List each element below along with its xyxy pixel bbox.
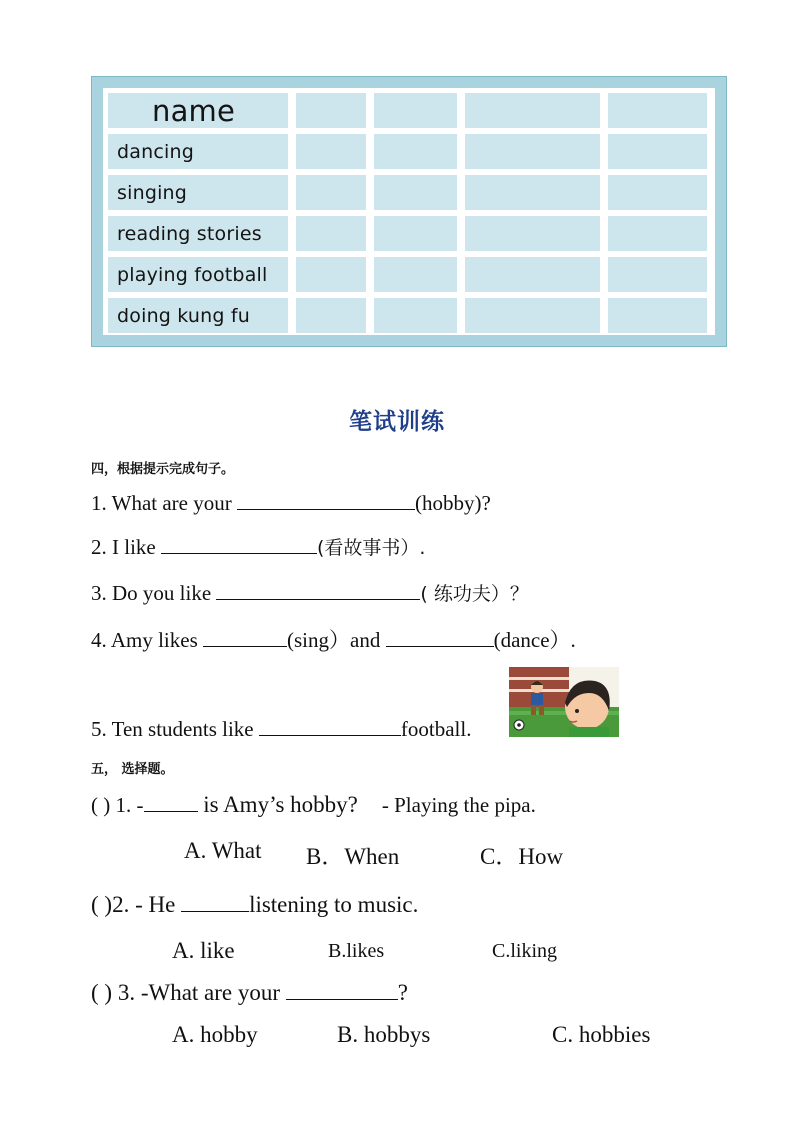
table-cell[interactable] — [296, 298, 366, 333]
option-b[interactable]: B．When — [306, 844, 400, 869]
football-kids-icon — [509, 667, 619, 737]
answer-paren[interactable]: ( ) — [91, 980, 113, 1005]
section-title: 笔试训练 — [349, 408, 445, 435]
part4-question-1 — [91, 488, 491, 516]
part5-question-2 — [91, 888, 418, 918]
question-text: 5. Ten students like — [91, 717, 259, 741]
table-cell[interactable] — [296, 216, 366, 251]
table-cell[interactable] — [465, 216, 600, 251]
question-hint: ( 练功夫）？ — [420, 583, 529, 605]
option-b[interactable]: B. hobbys — [337, 1022, 431, 1047]
table-cell[interactable] — [465, 93, 600, 128]
part4-heading: 四，根据提示完成句子。 — [91, 462, 235, 477]
option-c[interactable]: C.liking — [492, 940, 558, 962]
option-c[interactable]: C. hobbies — [552, 1022, 651, 1047]
question-text: ? — [397, 980, 408, 1005]
table-cell[interactable] — [608, 216, 707, 251]
table-header-name: name — [108, 93, 288, 128]
answer-paren[interactable]: ( ) — [91, 892, 113, 917]
question-text: 4. Amy likes — [91, 628, 204, 652]
table-cell[interactable] — [465, 257, 600, 292]
question-text: is Amy’s hobby? — [197, 792, 358, 817]
table-cell[interactable] — [608, 175, 707, 210]
table-cell[interactable] — [296, 175, 366, 210]
answer-blank[interactable] — [386, 625, 494, 647]
question-reply: - Playing the pipa. — [381, 793, 536, 817]
question-text: 2. - He — [112, 892, 182, 917]
part4-question-5 — [91, 714, 471, 742]
table-row-label: playing football — [108, 257, 288, 292]
table-cell[interactable] — [465, 175, 600, 210]
table-row-label: reading stories — [108, 216, 288, 251]
question-hint: (看故事书）. — [316, 537, 426, 559]
question-text: 2. I like — [91, 535, 161, 559]
table-cell[interactable] — [374, 257, 457, 292]
option-a[interactable]: A. like — [172, 938, 235, 963]
table-cell[interactable] — [374, 134, 457, 169]
part5-question-3 — [91, 976, 408, 1006]
part4-question-3 — [91, 578, 529, 606]
answer-blank[interactable] — [161, 532, 317, 554]
answer-blank[interactable] — [144, 790, 198, 812]
question-text: (dance）. — [493, 628, 576, 652]
question-text: listening to music. — [249, 892, 419, 917]
table-cell[interactable] — [374, 93, 457, 128]
answer-paren[interactable]: ( ) — [91, 793, 111, 817]
option-a[interactable]: A. What — [184, 838, 262, 863]
question-text: 3. -What are your — [112, 980, 286, 1005]
table-cell[interactable] — [465, 298, 600, 333]
table-row-label: singing — [108, 175, 288, 210]
table-cell[interactable] — [296, 134, 366, 169]
option-c[interactable]: C．How — [480, 844, 564, 869]
table-cell[interactable] — [608, 298, 707, 333]
table-cell[interactable] — [296, 93, 366, 128]
option-a[interactable]: A. hobby — [172, 1022, 258, 1047]
question-text: 1. What are your — [91, 491, 237, 515]
question-text: (hobby)? — [414, 491, 491, 515]
part5-question-1 — [91, 790, 536, 818]
answer-blank[interactable] — [203, 625, 287, 647]
table-row-label: dancing — [108, 134, 288, 169]
football-illustration — [509, 667, 619, 737]
question-text: (sing）and — [287, 628, 386, 652]
table-cell[interactable] — [608, 134, 707, 169]
question-text: football. — [400, 717, 472, 741]
answer-blank[interactable] — [259, 714, 401, 736]
answer-blank[interactable] — [216, 578, 420, 600]
answer-blank[interactable] — [237, 488, 415, 510]
answer-blank[interactable] — [286, 976, 398, 1000]
question-text: 3. Do you like — [91, 581, 217, 605]
table-cell[interactable] — [465, 134, 600, 169]
question-number: 1. - — [110, 793, 144, 817]
table-row-label: doing kung fu — [108, 298, 288, 333]
part4-question-2 — [91, 532, 425, 560]
table-cell[interactable] — [374, 175, 457, 210]
option-b[interactable]: B.likes — [328, 940, 385, 962]
survey-table-inner — [103, 88, 715, 335]
survey-table — [91, 76, 727, 347]
table-cell[interactable] — [374, 216, 457, 251]
survey-grid — [108, 93, 710, 333]
table-cell[interactable] — [296, 257, 366, 292]
part4-question-4 — [91, 624, 576, 654]
table-cell[interactable] — [608, 257, 707, 292]
table-cell[interactable] — [374, 298, 457, 333]
answer-blank[interactable] — [181, 888, 249, 912]
table-cell[interactable] — [608, 93, 707, 128]
part5-heading: 五， 选择题。 — [91, 762, 174, 777]
